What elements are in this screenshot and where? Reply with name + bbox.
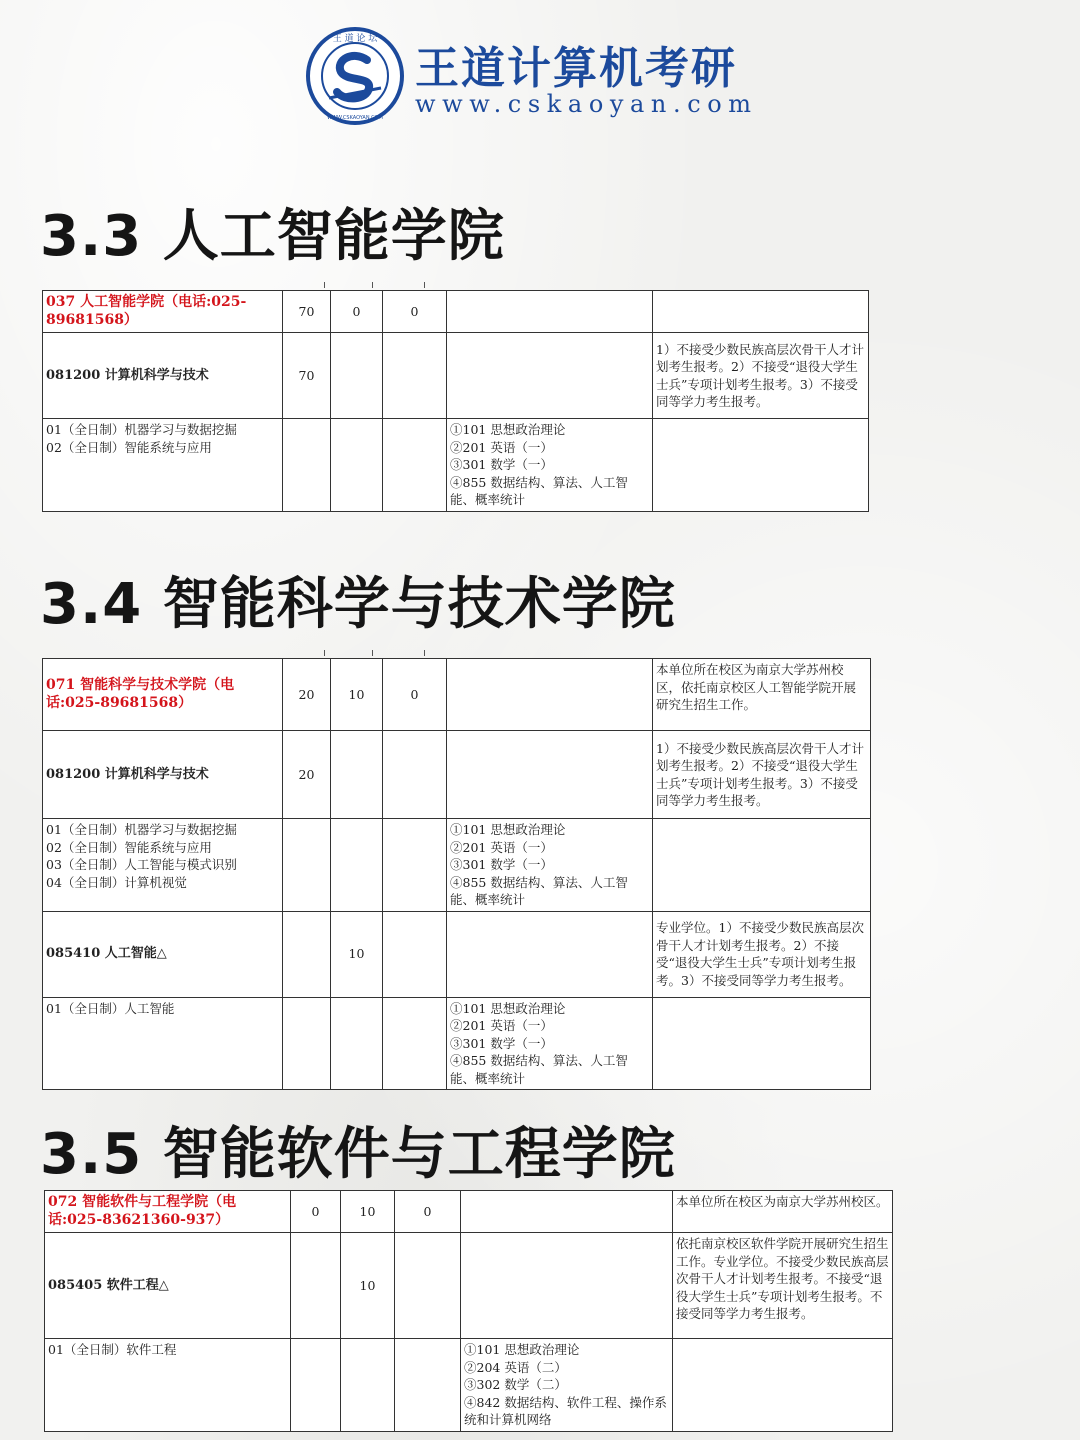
quota-cell: 0 (291, 1191, 341, 1233)
table-row (45, 1233, 893, 1339)
quota-cell: 10 (331, 659, 383, 731)
section-title-3-5: 3.5 智能软件与工程学院 (40, 1122, 676, 1187)
quota-cell: 20 (283, 731, 331, 819)
svg-text:王 道 论 坛: 王 道 论 坛 (332, 34, 378, 44)
table-section-3-5 (44, 1190, 892, 1432)
table-row (43, 333, 869, 419)
note-cell: 1）不接受少数民族高层次骨干人才计划考生报考。2）不接受“退役大学生士兵”专项计划考生报考。3）不接受同等学力考生报考。 (653, 731, 871, 819)
quota-cell: 10 (341, 1191, 395, 1233)
department-name: 037 人工智能学院（电话:025-89681568） (43, 291, 283, 333)
table-row (45, 1191, 893, 1233)
header (305, 26, 775, 126)
quota-cell: 70 (283, 291, 331, 333)
section-title-3-4: 3.4 智能科学与技术学院 (40, 572, 676, 637)
quota-cell (383, 333, 447, 419)
exam-cell (461, 1191, 673, 1233)
major-name: 085410 人工智能△ (43, 911, 283, 997)
exam-cell (447, 333, 653, 419)
exam-cell (447, 659, 653, 731)
table-row (43, 997, 871, 1090)
note-cell: 依托南京校区软件学院开展研究生招生工作。专业学位。不接受少数民族高层次骨干人才计划考生报考。不接受“退役大学生士兵”专项计划考生报考。不接受同等学力考生报考。 (673, 1233, 893, 1339)
exam-cell (447, 291, 653, 333)
exam-cell: ①101 思想政治理论 ②201 英语（一） ③301 数学（一） ④855 数据结构、算法、人工智能、概率统计 (447, 419, 653, 512)
direction-cell: 01（全日制）人工智能 (43, 997, 283, 1090)
table-row (43, 819, 871, 912)
direction-cell: 01（全日制）机器学习与数据挖掘 02（全日制）智能系统与应用 (43, 419, 283, 512)
exam-cell: ①101 思想政治理论 ②204 英语（二） ③302 数学（二） ④842 数据结构、软件工程、操作系统和计算机网络 (461, 1339, 673, 1432)
section-title-3-3: 3.3 人工智能学院 (40, 204, 505, 269)
department-name: 072 智能软件与工程学院（电话:025-83621360-937） (45, 1191, 291, 1233)
note-cell: 本单位所在校区为南京大学苏州校区，依托南京校区人工智能学院开展研究生招生工作。 (653, 659, 871, 731)
department-name: 071 智能科学与技术学院（电话:025-89681568） (43, 659, 283, 731)
note-cell: 本单位所在校区为南京大学苏州校区。 (673, 1191, 893, 1233)
major-name: 081200 计算机科学与技术 (43, 731, 283, 819)
quota-cell: 70 (283, 333, 331, 419)
major-name: 085405 软件工程△ (45, 1233, 291, 1339)
exam-cell: ①101 思想政治理论 ②201 英语（一） ③301 数学（一） ④855 数据结构、算法、人工智能、概率统计 (447, 997, 653, 1090)
table-row (45, 1339, 893, 1432)
quota-cell: 0 (395, 1191, 461, 1233)
table-section-3-3 (42, 290, 868, 512)
brand-url: www.cskaoyan.com (415, 90, 758, 118)
table-row (43, 419, 869, 512)
svg-text:WWW.CSKAOYAN.COM: WWW.CSKAOYAN.COM (327, 115, 383, 121)
quota-cell: 20 (283, 659, 331, 731)
quota-cell (331, 333, 383, 419)
table-row (43, 911, 871, 997)
quota-cell: 0 (383, 659, 447, 731)
direction-cell: 01（全日制）机器学习与数据挖掘 02（全日制）智能系统与应用 03（全日制）人工智能与模式识别 04（全日制）计算机视觉 (43, 819, 283, 912)
quota-cell: 0 (331, 291, 383, 333)
note-cell (653, 291, 869, 333)
exam-cell: ①101 思想政治理论 ②201 英语（一） ③301 数学（一） ④855 数据结构、算法、人工智能、概率统计 (447, 819, 653, 912)
table-section-3-4 (42, 658, 870, 1090)
major-name: 081200 计算机科学与技术 (43, 333, 283, 419)
direction-cell: 01（全日制）软件工程 (45, 1339, 291, 1432)
table-row (43, 731, 871, 819)
table-row (43, 291, 869, 333)
note-cell: 1）不接受少数民族高层次骨干人才计划考生报考。2）不接受“退役大学生士兵”专项计划考生报考。3）不接受同等学力考生报考。 (653, 333, 869, 419)
quota-cell: 10 (331, 911, 383, 997)
brand-name: 王道计算机考研 (415, 43, 737, 94)
note-cell (653, 419, 869, 512)
note-cell: 专业学位。1）不接受少数民族高层次骨干人才计划考生报考。2）不接受“退役大学生士兵”专项计划考生报考。3）不接受同等学力考生报考。 (653, 911, 871, 997)
quota-cell: 10 (341, 1233, 395, 1339)
table-row (43, 659, 871, 731)
wangdao-logo-icon (305, 26, 405, 126)
quota-cell: 0 (383, 291, 447, 333)
